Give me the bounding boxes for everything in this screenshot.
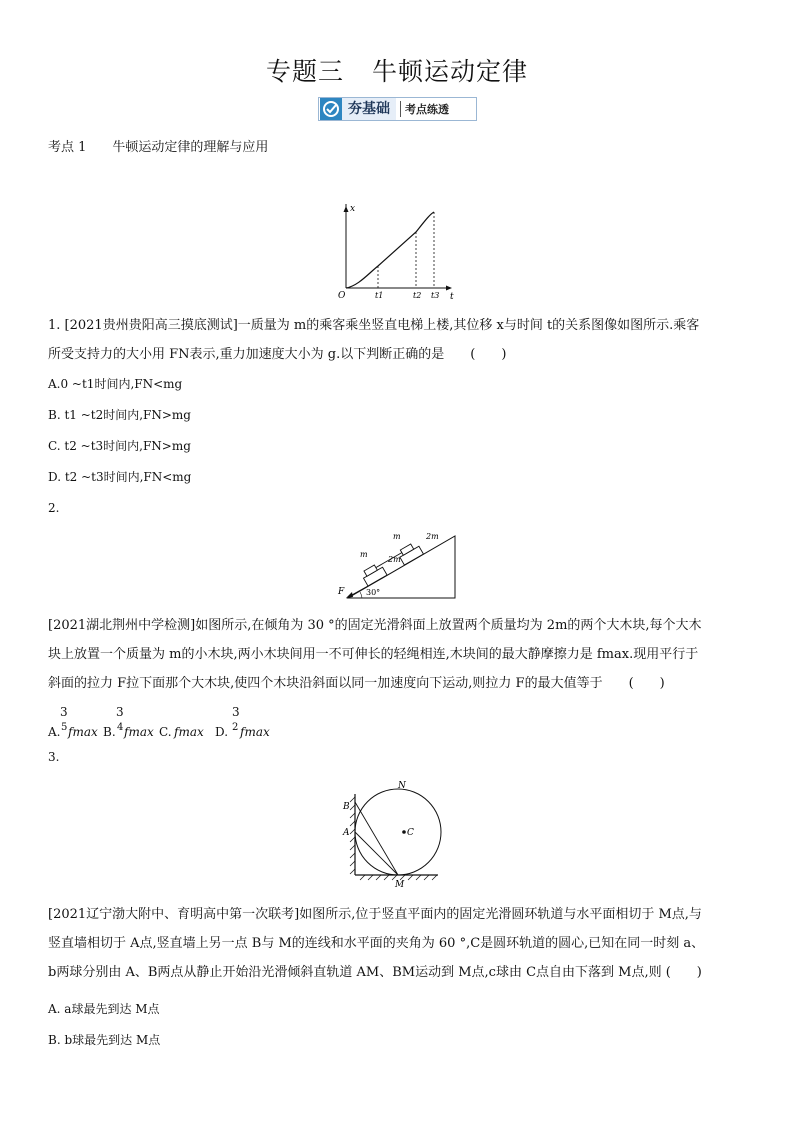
y-axis-label: x: [350, 204, 356, 214]
q2-options: [48, 705, 308, 739]
q3-option-a: A. a球最先到达 M点: [48, 1002, 160, 1016]
title-part-b: 牛顿运动定律: [372, 57, 529, 86]
q2-option-b-denominator: 4: [117, 722, 124, 733]
point-m-label: M: [395, 880, 405, 890]
q3-option-b: B. b球最先到达 M点: [48, 1033, 161, 1047]
point-n-label: N: [398, 781, 406, 791]
wall-hatching: [350, 794, 355, 875]
point-a-label: A: [343, 828, 350, 838]
section-label: 考点 1: [48, 140, 87, 155]
q3-stem-line-3: b两球分别由 A、B两点从静止开始沿光滑倾斜直轨道 AM、BM运动到 M点,c球由 C点自由下落到 M点,则 ( ): [48, 965, 702, 980]
ring-track: [355, 789, 441, 875]
badge-divider: [400, 101, 401, 117]
q2-option-c-value: fmax: [174, 725, 204, 739]
center-dot: [402, 830, 406, 834]
q1-option-b: B. t1 ~t2时间内,FN>mg: [48, 408, 191, 422]
q2-option-d-numerator: 3: [232, 705, 240, 719]
q3-number: 3.: [48, 750, 60, 764]
lower-big-mass-label: 2m: [388, 555, 401, 564]
section-heading: [48, 138, 268, 158]
title-part-a: 专题三: [265, 57, 344, 86]
q1-option-a: A.0 ~t1时间内,FN<mg: [48, 377, 183, 391]
q1-stem-line-1: 1. [2021贵州贵阳高三摸底测试]一质量为 m的乘客乘坐竖直电梯上楼,其位移 x与时间 t的关系图像如图所示.乘客: [48, 318, 700, 333]
q3-ring-figure: [338, 774, 446, 890]
upper-big-mass-label: 2m: [426, 532, 439, 541]
badge-main-label: 夯基础: [342, 98, 396, 120]
q3-stem-line-2: 竖直墙相切于 A点,竖直墙上另一点 B与 M的连线和水平面的夹角为 60 °,C是圆环轨道的圆心,已知在同一时刻 a、: [48, 936, 705, 951]
guide-lines: [378, 212, 434, 288]
y-axis-arrow: [344, 206, 349, 212]
q2-stem-line-1: [2021湖北荆州中学检测]如图所示,在倾角为 30 °的固定光滑斜面上放置两个质量均为 2m的两个大木块,每个大木: [48, 618, 702, 633]
force-label: F: [338, 587, 345, 597]
origin-label: O: [338, 291, 346, 301]
q2-option-c-letter: C.: [159, 725, 172, 739]
q1-stem-line-2: 所受支持力的大小用 FN表示,重力加速度大小为 g.以下判断正确的是 ( ): [48, 347, 507, 362]
angle-arc: [360, 592, 362, 598]
q2-option-a-value: fmax: [68, 725, 98, 739]
q2-stem: [48, 611, 760, 698]
q1-stem: [48, 311, 760, 369]
q3-stem: [48, 900, 760, 987]
q2-number: 2.: [48, 501, 60, 515]
point-c-label: C: [407, 828, 414, 838]
force-arrowhead: [346, 592, 353, 598]
displacement-curve: [346, 212, 434, 288]
tick-t3: t3: [431, 291, 440, 300]
lower-small-mass-label: m: [360, 550, 368, 559]
badge-sub-label: 考点练透: [405, 103, 449, 116]
q2-option-a-letter: A.: [48, 725, 61, 739]
tick-t1: t1: [375, 291, 384, 300]
q2-option-b-letter: B.: [103, 725, 116, 739]
target-icon: [320, 98, 342, 120]
q2-incline-figure: [336, 528, 461, 602]
x-axis-arrow: [446, 286, 452, 291]
q1-option-c: C. t2 ~t3时间内,FN>mg: [48, 439, 191, 453]
section-title: 牛顿运动定律的理解与应用: [112, 140, 269, 155]
upper-small-mass-label: m: [393, 532, 401, 541]
q1-option-d: D. t2 ~t3时间内,FN<mg: [48, 470, 192, 484]
tick-t2: t2: [413, 291, 422, 300]
section-badge: [318, 97, 477, 121]
q2-stem-line-3: 斜面的拉力 F拉下面那个大木块,使四个木块沿斜面以同一加速度向下运动,则拉力 F的最大值等于 ( ): [48, 676, 665, 691]
page-title: [0, 52, 794, 88]
x-axis-label: t: [450, 292, 454, 302]
q2-option-a-numerator: 3: [60, 705, 68, 719]
graph-axes: [346, 204, 448, 288]
q2-stem-line-2: 块上放置一个质量为 m的小木块,两小木块间用一不可伸长的轻绳相连,木块间的最大静摩擦力是 fmax.现用平行于: [48, 647, 699, 662]
q2-option-d-letter: D.: [215, 725, 229, 739]
q2-option-b-value: fmax: [124, 725, 154, 739]
point-b-label: B: [343, 802, 350, 812]
q2-option-d-value: fmax: [240, 725, 270, 739]
angle-label: 30°: [366, 588, 381, 597]
q1-xt-graph: [330, 198, 460, 304]
q3-stem-line-1: [2021辽宁渤大附中、育明高中第一次联考]如图所示,位于竖直平面内的固定光滑圆环轨道与水平面相切于 M点,与: [48, 907, 702, 922]
q2-option-d-denominator: 2: [232, 722, 239, 733]
q2-option-b-numerator: 3: [116, 705, 124, 719]
q2-option-a-denominator: 5: [61, 722, 68, 733]
